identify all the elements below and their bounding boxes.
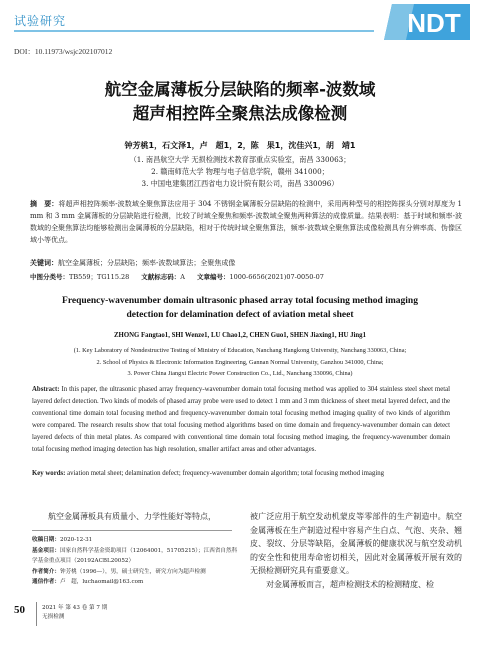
abstract-en-text: In this paper, the ultrasonic phased array frequency-wavenumber domain total focusing method was applied to 304 stainless steel sheet metal layered defect detection. Two kinds of models of phased array probe were used to detect 1 mm and 3 mm thickness of sheet metal layered defect, and the conventional time domain total focusing method and frequency-wavenumber domain total focusing method imaging quality of two kinds of algorithm were compared. The research results show that total focusing method algorithms based on time domain and frequency-wavenumber domain can detect layered defects of thin metal plates. As compared with conventional time domain total focusing method imaging, the frequency-wavenumber domain total focusing method imaging detection has high resolution, smaller artifact areas and other advantages. [32,386,451,453]
footnote-received [32,535,240,546]
abstract-chinese [30,198,462,246]
footnote-received-label: 收稿日期： [32,537,60,543]
footnote-author [32,567,240,578]
body-text-left: 航空金属薄板具有质量小、力学性能好等特点， [48,512,216,521]
authors-chinese: 钟芳桃1，石文泽1，卢 超1，2，陈 果1，沈佳兴1，胡 靖1 [124,141,356,150]
keywords-en-label: Key words: [32,470,66,477]
affiliations-chinese [0,154,480,190]
class-number-label: 中图分类号： [30,273,69,281]
affiliations-english [14,345,466,380]
footnote-funding-text: 国家自然科学基金资助项目（12064001，51705215）；江西省自然科学基金重点项目（20192ACBL20052） [32,547,238,564]
affiliation-en-1: (1. Key Laboratory of Nondestructive Testing of Ministry of Education, Nanchang Hangkong University, Nanchang 330063, China; [73,347,407,354]
article-number-label: 文章编号： [197,273,230,281]
article-number-value: 1000-6656(2021)07-0050-07 [229,273,324,281]
body-paragraph-2: 对金属薄板而言，超声检测技术的检测精度、检 [266,579,434,589]
footnote-received-text: 2020-12-31 [59,537,93,543]
document-code [141,272,185,281]
ndt-logo [384,4,470,40]
title-cn-line-2: 超声相控阵全聚焦法成像检测 [132,104,348,123]
classification-meta [30,272,462,281]
article-number [197,272,324,281]
page-number: 50 [14,604,25,616]
document-code-value: A [180,273,185,281]
footnote-funding-label: 基金项目： [32,547,60,554]
body-text-right [250,510,462,592]
journal-header [0,0,480,40]
footnotes [32,535,240,588]
affiliation-cn-2: 2. 赣南师范大学 物理与电子信息学院，赣州 341000； [151,167,329,176]
abstract-english [32,384,450,456]
header-rule [14,30,374,32]
footnote-correspondence [32,577,240,588]
journal-info [42,604,107,621]
affiliation-en-3: 3. Power China Jiangxi Electric Power Construction Co., Ltd., Nanchang 330096, China) [127,370,353,377]
footnote-correspondence-label: 通信作者： [32,579,60,585]
abstract-en-label: Abstract: [32,386,60,393]
title-cn-line-1: 航空金属薄板分层缺陷的频率-波数域 [104,80,376,99]
footer-divider [36,602,37,626]
keywords-english [32,468,450,480]
keywords-en-text: aviation metal sheet; delamination defect; frequency-wavenumber domain algorithm; total focusing method imaging [67,470,385,477]
title-chinese [0,78,480,126]
abstract-cn-label: 摘 要： [30,200,59,208]
keywords-cn-text: 航空金属薄板；分层缺陷；频率-波数域算法；全聚焦成像 [58,259,236,267]
affiliation-en-2: 2. School of Physics & Electronic Information Engineering, Gannan Normal University, Ganzhou 341000, China; [96,358,384,366]
section-label: 试验研究 [14,14,67,28]
class-number [30,272,129,281]
footnote-author-text: 钟芳桃（1996—），男，硕士研究生，研究方向为超声检测 [59,568,206,575]
journal-issue: 2021 年 第 43 卷 第 7 期 [42,605,108,611]
footnote-author-label: 作者简介： [32,568,60,575]
affiliation-cn-3: 3. 中国电建集团江西省电力设计院有限公司，南昌 330096） [141,179,339,188]
title-en-line-2: detection for delamination defect of aviation metal sheet [126,310,354,320]
abstract-cn-text: 将超声相控阵频率-波数域全聚焦算法应用于 304 不锈钢金属薄板分层缺陷的检测中，采用两种型号的相控阵探头分别对厚度为 1 mm 和 3 mm 金属薄板的分层缺陷进行检测，比较了时域全聚焦和频率-波数域全聚焦两种算法的成像质量。结果表明：基于时域和频率-波数域的全聚焦算法均能够检测出金属薄板的分层缺陷，相对于传统时域全聚焦算法，频率-波数域全聚焦算法成像检测具有分辨率高、伪像区域小等优点。 [30,200,462,244]
doi-line: DOI：10.11973/wsjc202107012 [14,47,113,56]
title-en-line-1: Frequency-wavenumber domain ultrasonic phased array total focusing method imaging [62,296,418,306]
keywords-chinese [30,258,462,268]
body-paragraph-1: 被广泛应用于航空发动机蒙皮等零部件的生产制造中。航空金属薄板在生产制造过程中容易产生白点、气泡、夹杂、翘皮、裂纹、分层等缺陷，金属薄板的健康状况与航空发动机的安全性和使用寿命密切相关，因此对金属薄板开展有效的无损检测研究具有重要意义。 [250,512,462,576]
authors-english: ZHONG Fangtao1, SHI Wenze1, LU Chao1,2, CHEN Guo1, SHEN Jiaxing1, HU Jing1 [114,332,366,339]
footnote-funding [32,546,240,567]
footnote-correspondence-text: 卢 超，luchaomail@163.com [59,579,144,585]
document-code-label: 文献标志码： [141,273,181,281]
journal-name: 无损检测 [42,613,65,620]
affiliation-cn-1: （1. 南昌航空大学 无损检测技术教育部重点实验室，南昌 330063； [129,155,351,164]
title-english [20,294,460,322]
class-number-value: TB559；TG115.28 [69,273,130,281]
keywords-cn-label: 关键词： [30,259,58,267]
logo-text: NDT [407,8,461,38]
footnote-rule [32,530,232,531]
